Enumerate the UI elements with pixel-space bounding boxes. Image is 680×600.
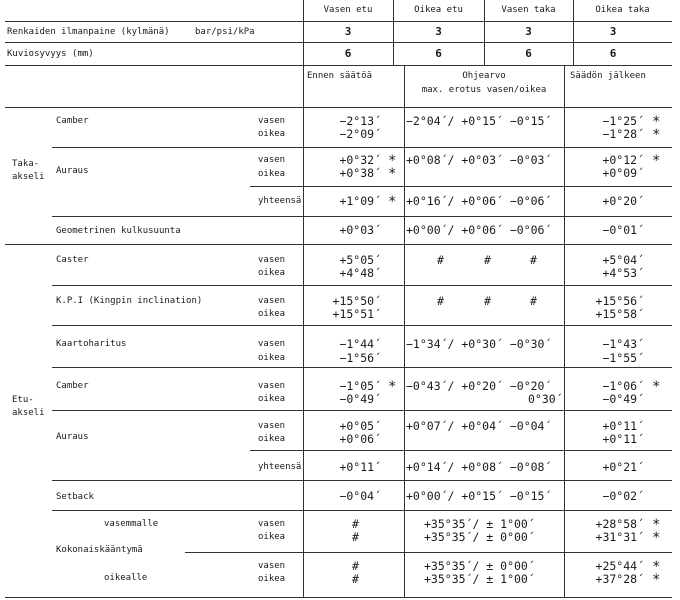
after-value: +0°09´	[602, 166, 644, 180]
before-value: +0°38´	[339, 166, 381, 180]
tread-depth-value: 6	[525, 47, 532, 60]
col-divider	[303, 65, 304, 597]
col-header-front-right: Oikea etu	[414, 5, 463, 15]
out-of-spec-mark: *	[388, 194, 397, 210]
before-value: +0°32´	[339, 153, 381, 167]
spec-value: +0°00´/ +0°06´ −0°06´	[406, 223, 552, 237]
before-value: −2°13´	[339, 114, 381, 128]
after-value: −1°25´	[602, 114, 644, 128]
row-label: K.P.I (Kingpin inclination)	[56, 296, 203, 306]
side-left: vasen	[258, 255, 286, 265]
tread-depth-value: 6	[435, 47, 442, 60]
before-value: +4°48´	[339, 266, 381, 280]
row-label: Camber	[56, 381, 89, 391]
row-divider	[52, 480, 672, 481]
row-divider	[5, 107, 672, 108]
row-divider	[250, 186, 672, 187]
col-header-rear-right: Oikea taka	[595, 5, 650, 15]
spec-value: +35°35´/ ± 1°00´	[424, 517, 535, 531]
row-divider	[52, 285, 672, 286]
side-left: vasen	[258, 155, 286, 165]
spec-value: +0°14´/ +0°08´ −0°08´	[406, 460, 552, 474]
side-left: vasen	[258, 339, 286, 349]
row-divider	[52, 410, 672, 411]
after-value: +4°53´	[602, 266, 644, 280]
spec-na-mark: #	[484, 253, 491, 267]
spec-value: −1°34´/ +0°30´ −0°30´	[406, 337, 552, 351]
pressure-value: 3	[435, 25, 442, 38]
after-value: −1°55´	[602, 351, 644, 365]
before-value: −2°09´	[339, 127, 381, 141]
row-divider	[52, 367, 672, 368]
front-axle-label: akseli	[12, 408, 45, 418]
row-divider	[250, 450, 672, 451]
before-na-mark: #	[352, 572, 359, 586]
spec-header-sub: max. erotus vasen/oikea	[421, 85, 547, 95]
before-value: +15°51´	[332, 307, 381, 321]
before-value: +0°11´	[339, 460, 381, 474]
after-value: +28°58´	[595, 517, 644, 531]
after-value: +37°28´	[595, 572, 644, 586]
row-label: Auraus	[56, 166, 89, 176]
row-divider	[5, 42, 672, 43]
before-na-mark: #	[352, 517, 359, 531]
out-of-spec-mark: *	[388, 166, 397, 182]
before-value: +1°09´	[339, 194, 381, 208]
spec-value: +0°16´/ +0°06´ −0°06´	[406, 194, 552, 208]
out-of-spec-mark: *	[652, 559, 661, 575]
lock-right-label: oikealle	[104, 573, 148, 583]
side-left: vasen	[258, 561, 286, 571]
row-divider	[5, 597, 672, 598]
tread-depth-value: 6	[344, 47, 352, 60]
after-value: −0°49´	[602, 392, 644, 406]
spec-na-mark: #	[484, 294, 491, 308]
rear-axle-label: akseli	[12, 172, 45, 182]
before-na-mark: #	[352, 530, 359, 544]
out-of-spec-mark: *	[388, 153, 397, 169]
col-header-front-left: Vasen etu	[323, 5, 373, 15]
after-value: +0°12´	[602, 153, 644, 167]
spec-value: −2°04´/ +0°15´ −0°15´	[406, 114, 552, 128]
spec-na-mark: #	[437, 253, 444, 267]
after-value: +0°11´	[602, 419, 644, 433]
row-divider	[185, 552, 672, 553]
row-divider	[52, 147, 672, 148]
pressure-value: 3	[525, 25, 532, 38]
row-label: Auraus	[56, 432, 89, 442]
col-header-rear-left: Vasen taka	[501, 5, 556, 15]
before-header: Ennen säätöä	[307, 71, 373, 81]
out-of-spec-mark: *	[652, 127, 661, 143]
out-of-spec-mark: *	[652, 379, 661, 395]
before-value: +15°50´	[332, 294, 381, 308]
tread-depth-label: Kuviosyvyys (mm)	[7, 49, 94, 59]
row-label: Caster	[56, 255, 89, 265]
row-label: Setback	[56, 492, 94, 502]
row-divider	[52, 216, 672, 217]
side-right: oikea	[258, 434, 286, 444]
before-value: −1°05´	[339, 379, 381, 393]
out-of-spec-mark: *	[652, 114, 661, 130]
pressure-unit: bar/psi/kPa	[195, 27, 255, 37]
after-value: −0°02´	[602, 489, 644, 503]
side-left: vasen	[258, 116, 286, 126]
row-label: Geometrinen kulkusuunta	[56, 226, 181, 236]
after-value: +0°11´	[602, 432, 644, 446]
row-label: Kaartoharitus	[56, 339, 127, 349]
side-left: vasen	[258, 421, 286, 431]
after-value: +25°44´	[595, 559, 644, 573]
side-left: vasen	[258, 381, 286, 391]
out-of-spec-mark: *	[652, 517, 661, 533]
spec-value: +35°35´/ ± 0°00´	[424, 530, 535, 544]
side-right: oikea	[258, 394, 286, 404]
before-value: +0°03´	[339, 223, 381, 237]
spec-header: Ohjearvo	[462, 71, 506, 81]
side-right: oikea	[258, 129, 286, 139]
spec-value: 0°30´	[528, 392, 563, 406]
after-value: −1°28´	[602, 127, 644, 141]
side-right: oikea	[258, 169, 286, 179]
before-value: +0°05´	[339, 419, 381, 433]
row-divider	[52, 325, 672, 326]
rear-axle-label: Taka-	[12, 159, 40, 169]
total-label: yhteensä	[258, 196, 302, 206]
out-of-spec-mark: *	[652, 530, 661, 546]
pressure-label: Renkaiden ilmanpaine (kylmänä)	[7, 27, 170, 37]
spec-value: −0°43´/ +0°20´ −0°20´	[406, 379, 552, 393]
row-divider	[52, 510, 672, 511]
before-value: −0°04´	[339, 489, 381, 503]
col-divider	[404, 65, 405, 597]
side-left: vasen	[258, 519, 286, 529]
front-axle-label: Etu-	[12, 395, 34, 405]
out-of-spec-mark: *	[652, 572, 661, 588]
row-divider	[5, 244, 672, 245]
side-left: vasen	[258, 296, 286, 306]
tread-depth-value: 6	[609, 47, 617, 60]
after-value: −0°01´	[602, 223, 644, 237]
after-value: +15°56´	[595, 294, 644, 308]
spec-na-mark: #	[437, 294, 444, 308]
side-right: oikea	[258, 574, 286, 584]
spec-value: +35°35´/ ± 0°00´	[424, 559, 535, 573]
after-value: +0°20´	[602, 194, 644, 208]
after-value: −1°06´	[602, 379, 644, 393]
before-value: +5°05´	[339, 253, 381, 267]
out-of-spec-mark: *	[652, 153, 661, 169]
after-value: +5°04´	[602, 253, 644, 267]
col-divider	[564, 65, 565, 597]
side-right: oikea	[258, 268, 286, 278]
before-value: +0°06´	[339, 432, 381, 446]
before-value: −1°44´	[339, 337, 381, 351]
lock-left-label: vasemmalle	[104, 519, 159, 529]
row-divider	[5, 21, 672, 22]
after-value: +31°31´	[595, 530, 644, 544]
spec-value: +0°08´/ +0°03´ −0°03´	[406, 153, 552, 167]
spec-value: +35°35´/ ± 1°00´	[424, 572, 535, 586]
row-label: Kokonaiskääntymä	[56, 545, 143, 555]
after-value: −1°43´	[602, 337, 644, 351]
before-na-mark: #	[352, 559, 359, 573]
spec-na-mark: #	[530, 253, 537, 267]
out-of-spec-mark: *	[388, 379, 397, 395]
side-right: oikea	[258, 532, 286, 542]
row-label: Camber	[56, 116, 89, 126]
spec-na-mark: #	[530, 294, 537, 308]
pressure-value: 3	[609, 25, 617, 38]
after-value: +15°58´	[595, 307, 644, 321]
before-value: −1°56´	[339, 351, 381, 365]
side-right: oikea	[258, 353, 286, 363]
total-label: yhteensä	[258, 462, 302, 472]
spec-value: +0°07´/ +0°04´ −0°04´	[406, 419, 552, 433]
before-value: −0°49´	[339, 392, 381, 406]
row-divider	[5, 65, 672, 66]
pressure-value: 3	[344, 25, 352, 38]
side-right: oikea	[258, 309, 286, 319]
spec-value: +0°00´/ +0°15´ −0°15´	[406, 489, 552, 503]
after-value: +0°21´	[602, 460, 644, 474]
after-header: Säädön jälkeen	[570, 71, 646, 81]
